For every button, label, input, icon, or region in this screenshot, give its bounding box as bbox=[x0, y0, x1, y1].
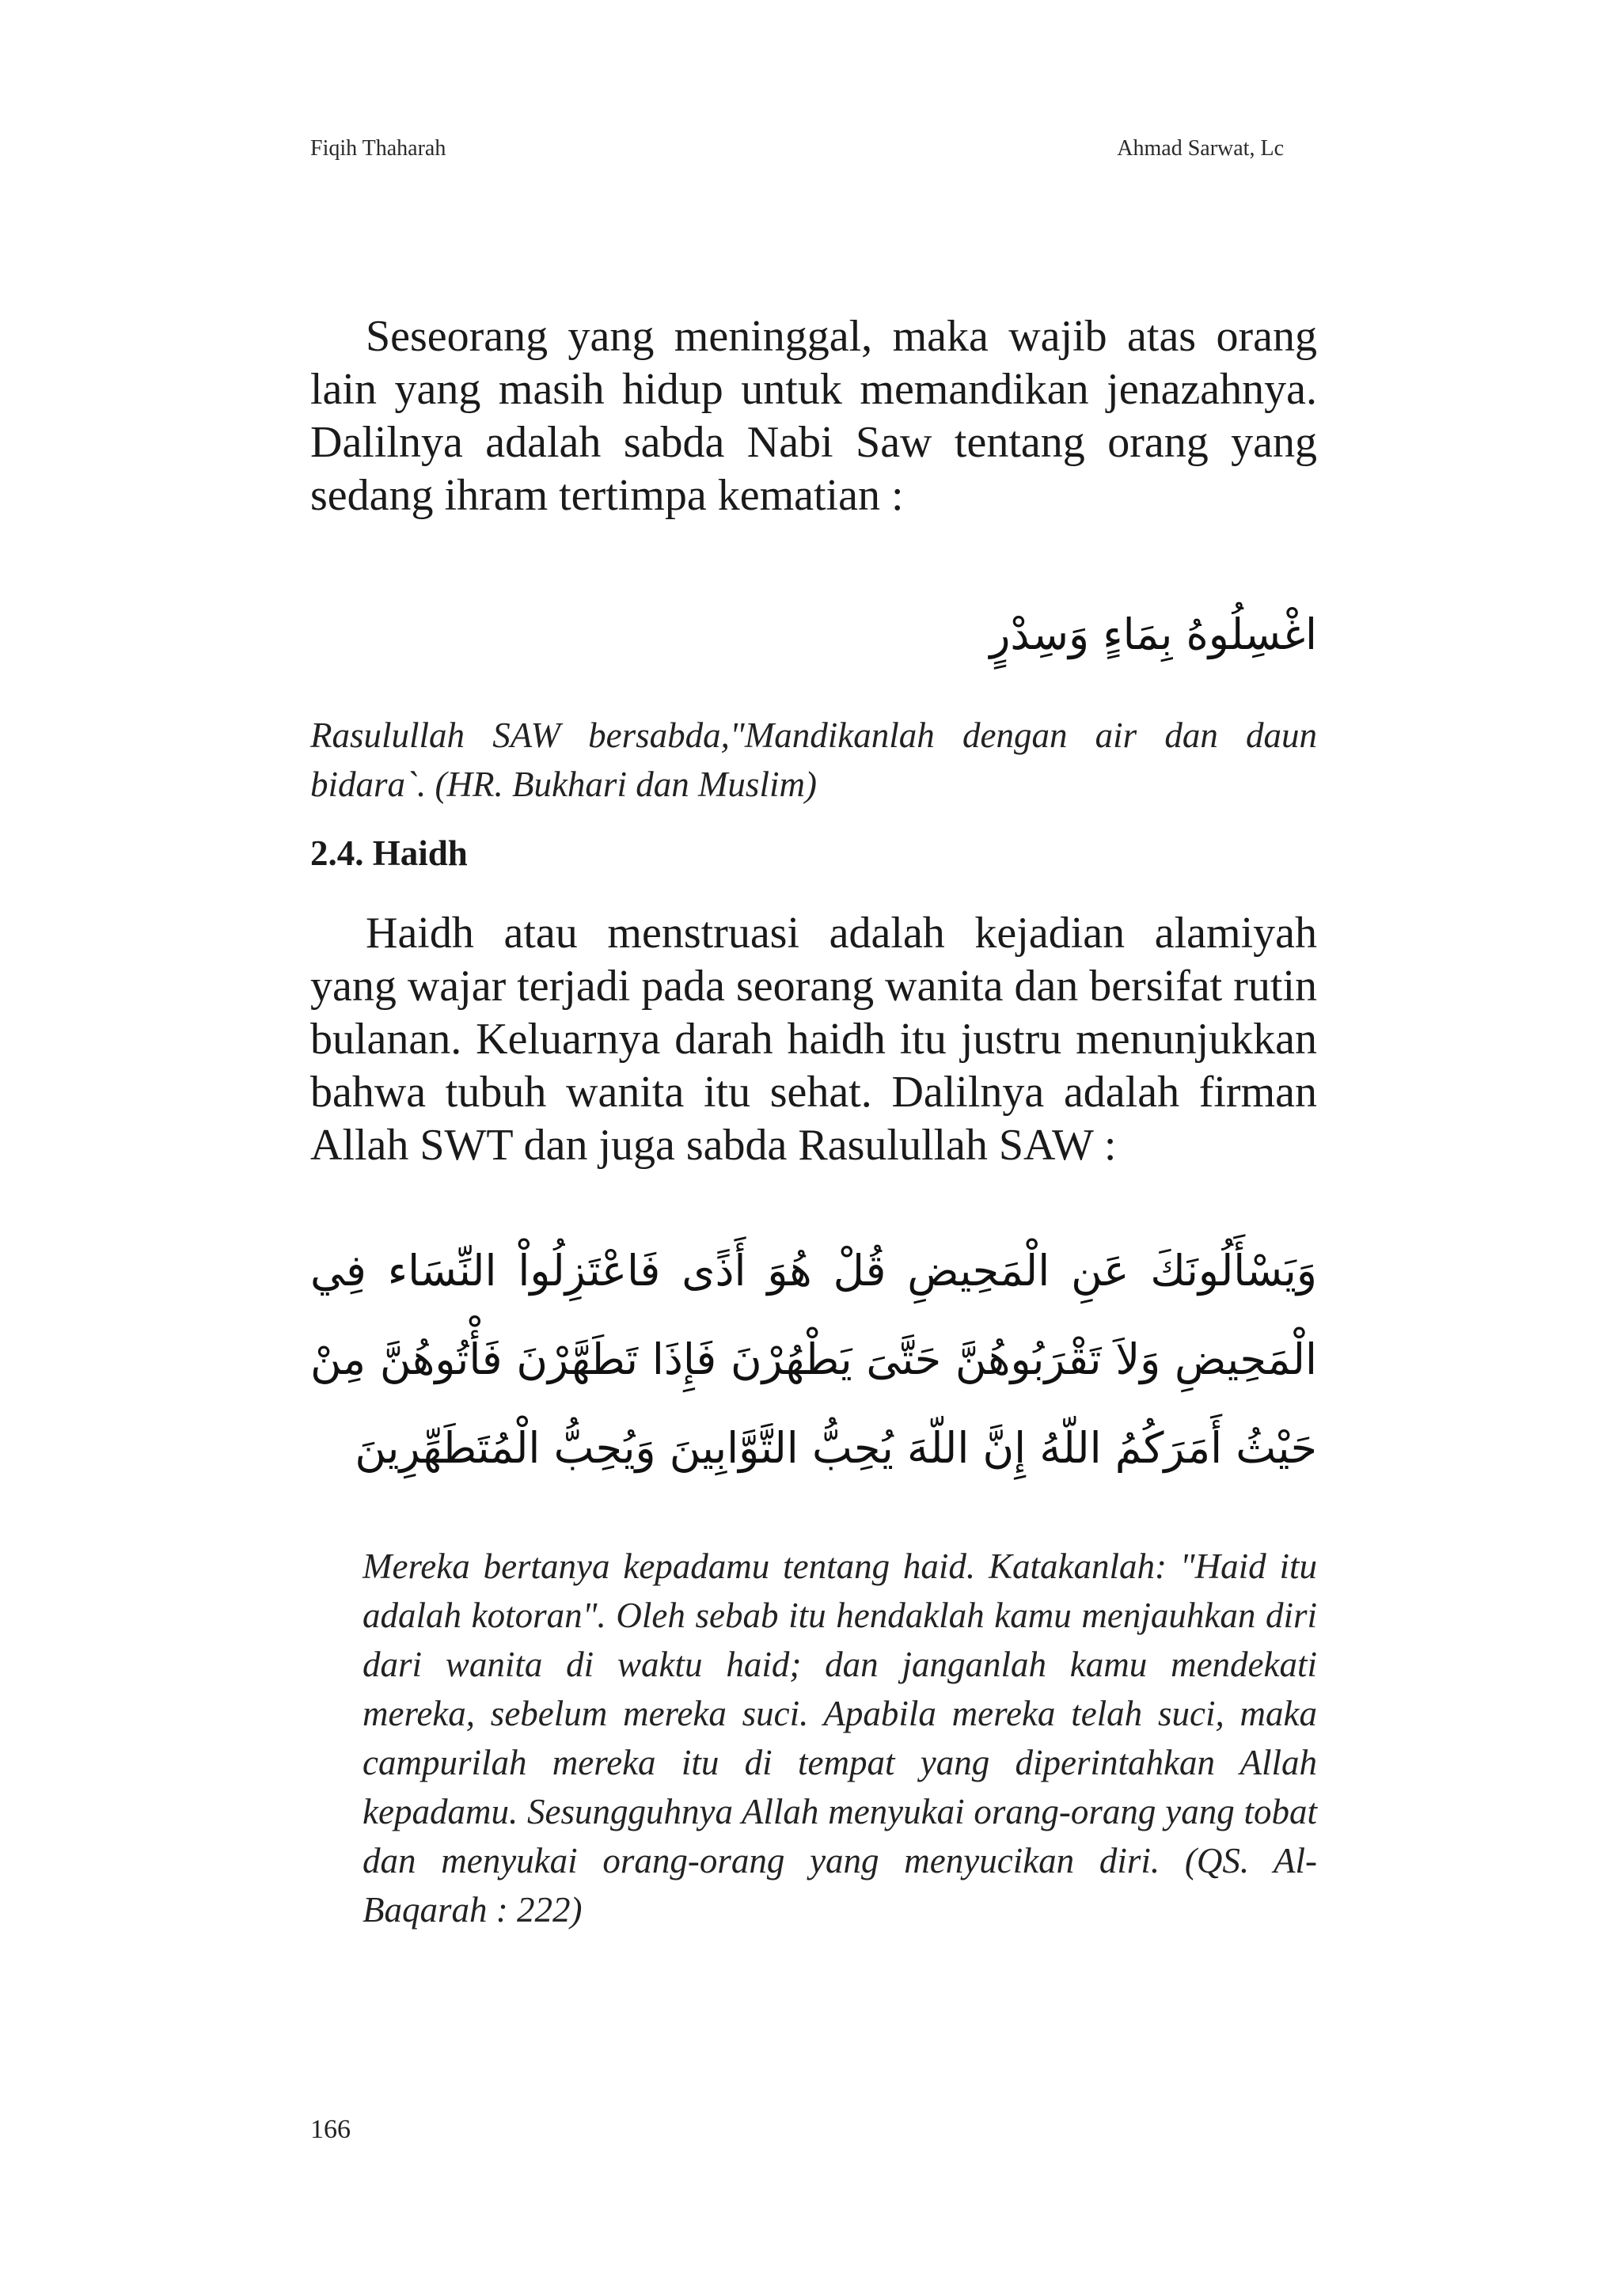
arabic-quran-verse: وَيَسْأَلُونَكَ عَنِ الْمَحِيضِ قُلْ هُوَ أَذًى فَاعْتَزِلُواْ النِّسَاء فِي الْمَحِيضِ وَلاَ تَقْرَبُوهُنَّ حَتَّىَ يَطْهُرْنَ فَإِذَا تَطَهَّرْنَ فَأْتُوهُنَّ مِنْ حَيْثُ أَمَرَكُمُ اللّهُ إِنَّ اللّهَ يُحِبُّ التَّوَّابِينَ وَيُحِبُّ الْمُتَطَهِّرِينَ bbox=[310, 1246, 1317, 1473]
header-author: Ahmad Sarwat, Lc bbox=[1117, 136, 1284, 161]
section-heading-haidh: 2.4. Haidh bbox=[310, 833, 468, 873]
running-header bbox=[310, 136, 1284, 161]
quran-verse-translation: Mereka bertanya kepadamu tentang haid. Katakanlah: "Haid itu adalah kotoran". Oleh sebab itu hendaklah kamu menjauhkan diri dari wanita di waktu haid; dan janganlah kamu mendekati mereka, sebelum mereka suci. Apabila mereka telah suci, maka campurilah mereka itu di tempat yang diperintahkan Allah kepadamu. Sesungguhnya Allah menyukai orang-orang yang tobat dan menyukai orang-orang yang menyucikan diri. (QS. Al-Baqarah : 222) bbox=[363, 1546, 1317, 1930]
paragraph-memandikan-jenazah: Seseorang yang meninggal, maka wajib atas orang lain yang masih hidup untuk memandikan jenazahnya. Dalilnya adalah sabda Nabi Saw tentang orang yang sedang ihram tertimpa kematian : bbox=[310, 312, 1317, 520]
page-number: 166 bbox=[310, 2115, 351, 2144]
arabic-hadith-text: اغْسِلُوهُ بِمَاءٍ وَسِدْرٍ bbox=[989, 609, 1317, 659]
header-book-title: Fiqih Thaharah bbox=[310, 136, 446, 161]
paragraph-haidh: Haidh atau menstruasi adalah kejadian alamiyah yang wajar terjadi pada seorang wanita dan bersifat rutin bulanan. Keluarnya darah haidh itu justru menunjukkan bahwa tubuh wanita itu sehat. Dalilnya adalah firman Allah SWT dan juga sabda Rasulullah SAW : bbox=[310, 909, 1317, 1170]
hadith-translation: Rasulullah SAW bersabda,"Mandikanlah dengan air dan daun bidara`. (HR. Bukhari dan Muslim) bbox=[310, 715, 1317, 804]
